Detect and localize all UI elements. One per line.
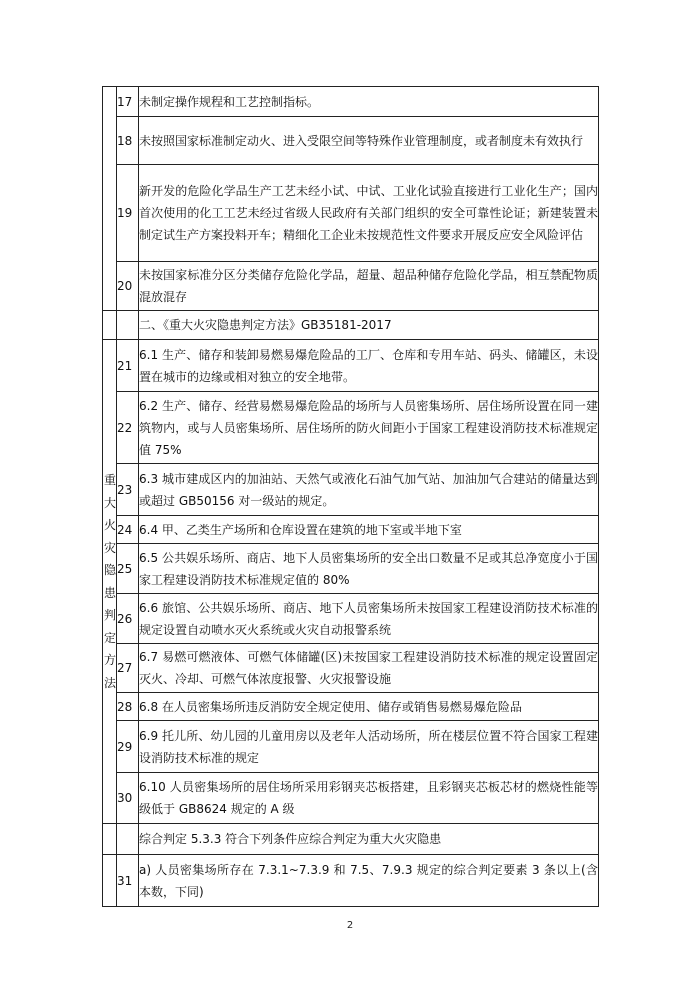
row-number: 23 bbox=[117, 464, 139, 516]
table-row bbox=[103, 773, 599, 824]
row-number: 18 bbox=[117, 117, 139, 165]
section-header: 二、《重大火灾隐患判定方法》GB35181-2017 bbox=[139, 311, 599, 340]
row-number: 31 bbox=[117, 855, 139, 907]
row-text: 未按国家标准分区分类储存危险化学品，超量、超品种储存危险化学品，相互禁配物质混放混存 bbox=[139, 262, 599, 311]
row-text: 6.7 易燃可燃液体、可燃气体储罐(区)未按国家工程建设消防技术标准的规定设置固定灭火、冷却、可燃气体浓度报警、火灾报警设施 bbox=[139, 644, 599, 693]
row-text: 6.9 托儿所、幼儿园的儿童用房以及老年人活动场所，所在楼层位置不符合国家工程建设消防技术标准的规定 bbox=[139, 721, 599, 773]
row-text: 6.5 公共娱乐场所、商店、地下人员密集场所的安全出口数量不足或其总净宽度小于国家工程建设消防技术标准规定值的 80% bbox=[139, 544, 599, 594]
row-number: 17 bbox=[117, 87, 139, 117]
table-row bbox=[103, 644, 599, 693]
table-row bbox=[103, 392, 599, 464]
row-number: 24 bbox=[117, 516, 139, 544]
row-text: 6.4 甲、乙类生产场所和仓库设置在建筑的地下室或半地下室 bbox=[139, 516, 599, 544]
empty-cell bbox=[117, 824, 139, 855]
row-number: 30 bbox=[117, 773, 139, 824]
row-text: 6.6 旅馆、公共娱乐场所、商店、地下人员密集场所未按国家工程建设消防技术标准的规定设置自动喷水灭火系统或火灾自动报警系统 bbox=[139, 594, 599, 644]
row-text: 未按照国家标准制定动火、进入受限空间等特殊作业管理制度，或者制度未有效执行 bbox=[139, 117, 599, 165]
hazard-table bbox=[102, 86, 599, 907]
row-number: 21 bbox=[117, 340, 139, 392]
row-text: 未制定操作规程和工艺控制指标。 bbox=[139, 87, 599, 117]
table-row bbox=[103, 117, 599, 165]
empty-cell bbox=[103, 824, 117, 855]
table-row bbox=[103, 721, 599, 773]
page-number: 2 bbox=[346, 920, 354, 931]
section-header-row bbox=[103, 824, 599, 855]
empty-cell bbox=[103, 855, 117, 907]
combined-judgement-header: 综合判定 5.3.3 符合下列条件应综合判定为重大火灾隐患 bbox=[139, 824, 599, 855]
table-row bbox=[103, 544, 599, 594]
row-text: 6.2 生产、储存、经营易燃易爆危险品的场所与人员密集场所、居住场所设置在同一建筑物内，或与人员密集场所、居住场所的防火间距小于国家工程建设消防技术标准规定值 75% bbox=[139, 392, 599, 464]
table-row bbox=[103, 165, 599, 262]
row-text: 6.1 生产、储存和装卸易燃易爆危险品的工厂、仓库和专用车站、码头、储罐区，未设置在城市的边缘或相对独立的安全地带。 bbox=[139, 340, 599, 392]
row-text: 6.10 人员密集场所的居住场所采用彩钢夹芯板搭建，且彩钢夹芯板芯材的燃烧性能等级低于 GB8624 规定的 A 级 bbox=[139, 773, 599, 824]
table-row bbox=[103, 693, 599, 721]
empty-cell bbox=[103, 311, 117, 340]
table-row bbox=[103, 340, 599, 392]
table-row bbox=[103, 464, 599, 516]
table-row bbox=[103, 262, 599, 311]
row-text: 新开发的危险化学品生产工艺未经小试、中试、工业化试验直接进行工业化生产；国内首次使用的化工工艺未经过省级人民政府有关部门组织的安全可靠性论证；新建装置未制定试生产方案投料开车；精细化工企业未按规范性文件要求开展反应安全风险评估 bbox=[139, 165, 599, 262]
left-column-cell bbox=[103, 87, 117, 311]
row-number: 28 bbox=[117, 693, 139, 721]
row-number: 27 bbox=[117, 644, 139, 693]
row-number: 25 bbox=[117, 544, 139, 594]
category-label: 重大火灾隐患判定方法 bbox=[103, 473, 116, 690]
row-number: 29 bbox=[117, 721, 139, 773]
row-number: 22 bbox=[117, 392, 139, 464]
empty-cell bbox=[117, 311, 139, 340]
table-row bbox=[103, 855, 599, 907]
table-row bbox=[103, 516, 599, 544]
row-text: 6.8 在人员密集场所违反消防安全规定使用、储存或销售易燃易爆危险品 bbox=[139, 693, 599, 721]
row-text: a) 人员密集场所存在 7.3.1~7.3.9 和 7.5、7.9.3 规定的综合判定要素 3 条以上(含本数，下同) bbox=[139, 855, 599, 907]
row-number: 26 bbox=[117, 594, 139, 644]
table-row bbox=[103, 594, 599, 644]
section-header-row bbox=[103, 311, 599, 340]
table-row bbox=[103, 87, 599, 117]
row-text: 6.3 城市建成区内的加油站、天然气或液化石油气加气站、加油加气合建站的储量达到或超过 GB50156 对一级站的规定。 bbox=[139, 464, 599, 516]
category-cell bbox=[103, 340, 117, 824]
row-number: 20 bbox=[117, 262, 139, 311]
row-number: 19 bbox=[117, 165, 139, 262]
